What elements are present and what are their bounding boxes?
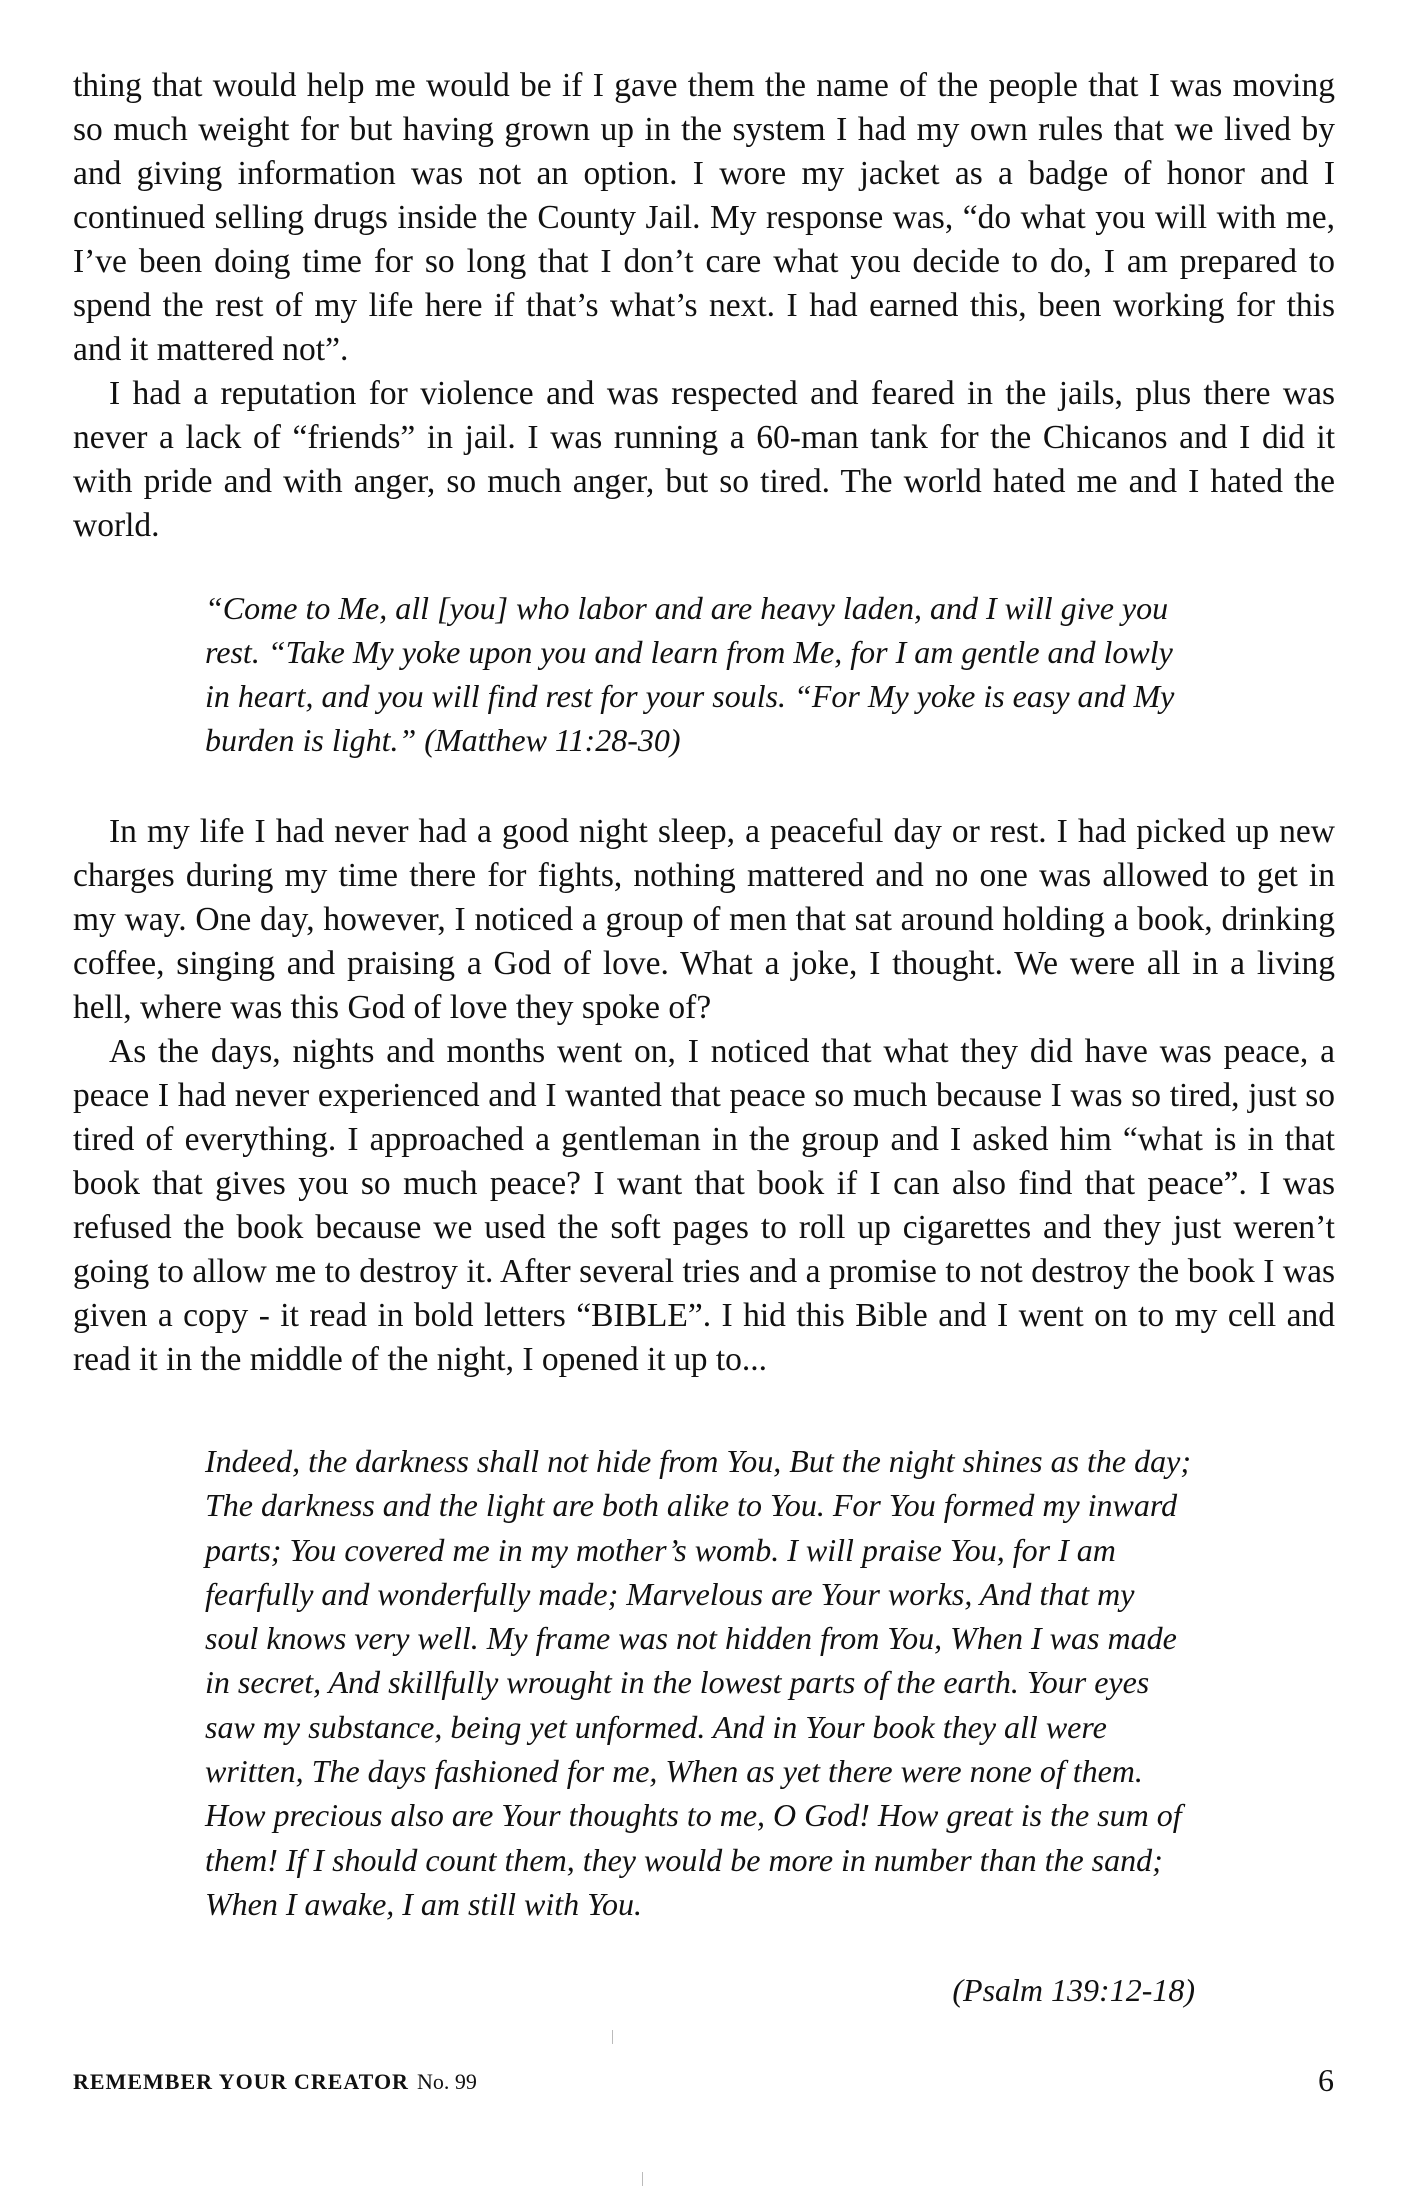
paragraph-peace xyxy=(73,1030,1335,1382)
paragraph-continued xyxy=(73,64,1335,372)
footer-publication xyxy=(73,2068,477,2096)
page-number: 6 xyxy=(1318,2062,1334,2098)
publication-title: REMEMBER YOUR CREATOR xyxy=(73,2069,409,2094)
scripture-quote-matthew xyxy=(205,586,1195,762)
paragraph-text: In my life I had never had a good night sleep, a peaceful day or rest. I had picked up new charges during my time there for fights, nothing mattered and no one was allowed to get in my way. One day, however, I noticed a group of men that sat around holding a book, drinking coffee, singing and praising a God of love. What a joke, I thought. We were all in a living hell, where was this God of love they spoke of? xyxy=(73,813,1335,1026)
paragraph-text: thing that would help me would be if I gave them the name of the people that I was moving so much weight for but having grown up in the system I had my own rules that we lived by and giving information was not an option. I wore my jacket as a badge of honor and I continued selling drugs inside the County Jail. My response was, “do what you will with me, I’ve been doing time for so long that I don’t care what you decide to do, I am prepared to spend the rest of my life here if that’s what’s next. I had earned this, been working for this and it mattered not”. xyxy=(73,67,1335,368)
quote-text: “Come to Me, all [you] who labor and are heavy laden, and I will give you rest. “Take My yoke upon you and learn from Me, for I am gentle and lowly in heart, and you will find rest for your souls. “For My yoke is easy and My burden is light.” (Matthew 11:28-30) xyxy=(205,590,1175,758)
issue-number: No. 99 xyxy=(416,2069,477,2094)
psalm-citation: (Psalm 139:12-18) xyxy=(952,1972,1195,2008)
paragraph-reputation xyxy=(73,372,1335,548)
scan-mark xyxy=(612,2030,613,2044)
paragraph-night-sleep xyxy=(73,810,1335,1030)
paragraph-text: As the days, nights and months went on, I noticed that what they did have was peace, a peace I had never experienced and I wanted that peace so much because I was so tired, just so tired of everything. I approached a gentleman in the group and I asked him “what is in that book that gives you so much peace? I want that book if I can also find that peace”. I was refused the book because we used the soft pages to roll up cigarettes and they just weren’t going to allow me to destroy it. After several tries and a promise to not destroy the book I was given a copy - it read in bold letters “BIBLE”. I hid this Bible and I went on to my cell and read it in the middle of the night, I opened it up to... xyxy=(73,1033,1335,1378)
quote-text: Indeed, the darkness shall not hide from You, But the night shines as the day; The darkness and the light are both alike to You. For You formed my inward parts; You covered me in my mother’s womb. I will praise You, for I am fearfully and wonderfully made; Marvelous are Your works, And that my soul knows very well. My frame was not hidden from You, When I was made in secret, And skillfully wrought in the lowest parts of the earth. Your eyes saw my substance, being yet unformed. And in Your book they all were written, The days fashioned for me, When as yet there were none of them. How precious also are Your thoughts to me, O God! How great is the sum of them! If I should count them, they would be more in number than the sand; When I awake, I am still with You. xyxy=(205,1443,1191,1922)
scan-mark xyxy=(642,2172,643,2186)
scripture-quote-psalm xyxy=(205,1439,1195,1926)
paragraph-text: I had a reputation for violence and was respected and feared in the jails, plus there was never a lack of “friends” in jail. I was running a 60-man tank for the Chicanos and I did it with pride and with anger, so much anger, but so tired. The world hated me and I hated the world. xyxy=(73,375,1335,544)
